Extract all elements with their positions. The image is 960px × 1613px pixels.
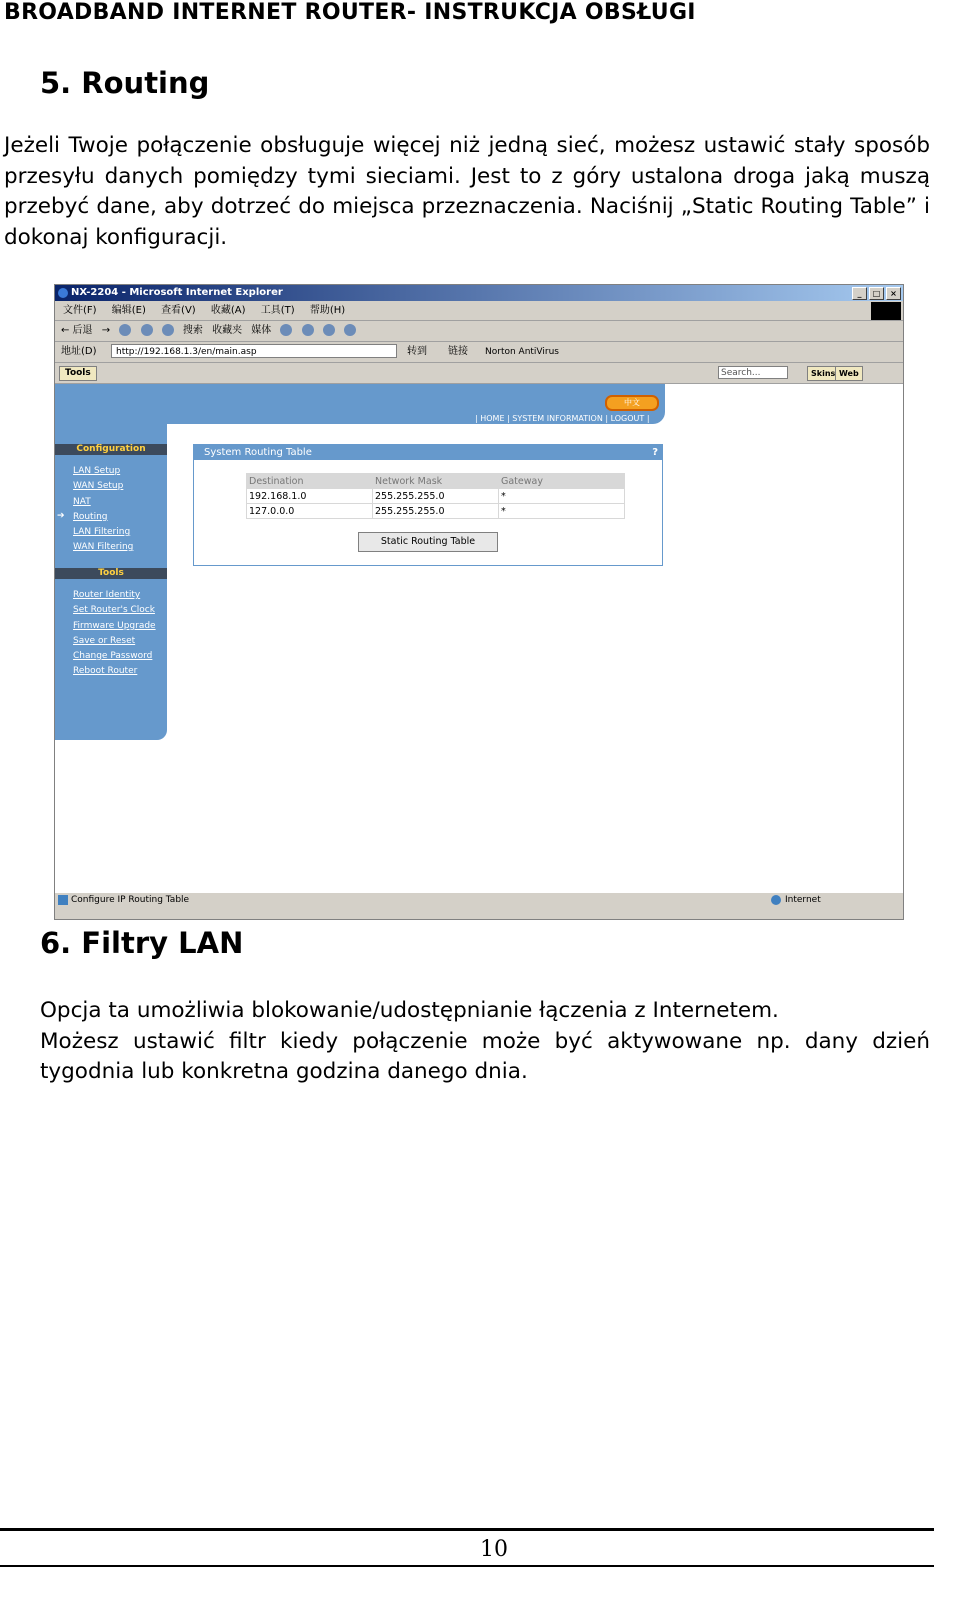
footer-rule [0, 1528, 934, 1531]
section-heading-routing: 5. Routing [40, 66, 210, 100]
norton-antivirus-button[interactable]: Norton AntiVirus [485, 347, 559, 357]
page-icon [58, 895, 68, 905]
section-heading-filtry-lan: 6. Filtry LAN [40, 926, 244, 960]
filtry-paragraph [40, 996, 930, 1088]
print-icon[interactable] [323, 324, 335, 336]
paragraph-line: Jeżeli Twoje połączenie obsługuje więcej niż jedną sieć, możesz ustawić stały sposób [4, 133, 930, 158]
toolbar-search-input[interactable]: Search... [718, 366, 788, 379]
search-toolbar [55, 363, 903, 385]
footer-rule-bottom [0, 1565, 934, 1567]
paragraph-line: tygodnia lub konkretna godzina danego dnia. [40, 1059, 528, 1084]
router-page-header [55, 384, 665, 424]
language-button[interactable]: 中文 [605, 395, 659, 411]
sidebar-heading-configuration: Configuration [55, 444, 167, 455]
history-icon[interactable] [280, 324, 292, 336]
paragraph-line: Możesz ustawić filtr kiedy połączenie może być aktywowane np. dany dzień [40, 1028, 930, 1054]
paragraph-line: dokonaj konfiguracji. [4, 224, 228, 250]
refresh-icon[interactable] [141, 324, 153, 336]
panel-title: System Routing Table [204, 447, 312, 458]
paragraph-line: przebyć dane, aby dotrzeć do miejsca przeznaczenia. Naciśnij „Static Routing Table” i [4, 194, 930, 219]
sidebar-heading-tools: Tools [55, 568, 167, 579]
routing-paragraph [4, 131, 930, 253]
web-button[interactable]: Web [835, 366, 863, 381]
go-button[interactable]: 转到 [407, 346, 427, 357]
minimize-button[interactable]: _ [852, 287, 867, 300]
menu-help[interactable]: 帮助(H) [309, 305, 346, 316]
stop-icon[interactable] [119, 324, 131, 336]
windows-logo-icon [871, 302, 901, 320]
links-button[interactable]: 链接 [448, 346, 468, 357]
table-row [247, 504, 625, 519]
sidebar-item-wan-filtering[interactable]: WAN Filtering [73, 542, 134, 552]
close-button[interactable]: × [886, 287, 901, 300]
sidebar-item-lan-filtering[interactable]: LAN Filtering [73, 527, 131, 537]
router-sidebar [55, 424, 167, 740]
internet-zone-icon [771, 895, 781, 905]
sidebar-item-lan-setup[interactable]: LAN Setup [73, 466, 121, 476]
sidebar-item-reboot-router[interactable]: Reboot Router [73, 666, 138, 676]
menu-edit[interactable]: 编辑(E) [111, 305, 146, 316]
browser-toolbar [55, 321, 903, 342]
column-header: Gateway [499, 474, 625, 489]
help-icon[interactable]: ? [652, 447, 658, 458]
table-row [247, 489, 625, 504]
table-cell: 255.255.255.0 [373, 489, 499, 504]
window-title: NX-2204 - Microsoft Internet Explorer [71, 287, 283, 298]
menu-bar [55, 301, 903, 321]
static-routing-table-button[interactable]: Static Routing Table [358, 532, 498, 552]
document-header: BROADBAND INTERNET ROUTER- INSTRUKCJA OBSŁUGI [4, 0, 696, 25]
address-input[interactable]: http://192.168.1.3/en/main.asp [111, 344, 397, 358]
sidebar-item-save-reset[interactable]: Save or Reset [73, 636, 136, 646]
address-label: 地址(D) [61, 346, 97, 357]
sidebar-item-firmware-upgrade[interactable]: Firmware Upgrade [73, 621, 156, 631]
window-titlebar [55, 285, 903, 301]
address-bar [55, 342, 903, 363]
home-icon[interactable] [162, 324, 174, 336]
favorites-button[interactable]: 收藏夹 [212, 325, 243, 336]
sidebar-item-router-identity[interactable]: Router Identity [73, 590, 141, 600]
skins-button[interactable]: Skins [807, 366, 839, 381]
table-cell: * [499, 489, 625, 504]
column-header: Network Mask [373, 474, 499, 489]
top-nav-links[interactable]: | HOME | SYSTEM INFORMATION | LOGOUT | [475, 414, 650, 423]
maximize-button[interactable]: □ [869, 287, 884, 300]
panel-header [194, 445, 662, 460]
edit-icon[interactable] [344, 324, 356, 336]
back-button[interactable]: ← 后退 [61, 325, 93, 336]
media-button[interactable]: 媒体 [251, 325, 272, 336]
menu-tools[interactable]: 工具(T) [260, 305, 295, 316]
current-page-arrow-icon: ➔ [57, 511, 65, 521]
table-cell: 192.168.1.0 [247, 489, 373, 504]
paragraph-line: przesyłu danych pomiędzy tymi sieciami. Jest to z góry ustalona droga jaką muszą [4, 163, 930, 189]
zone-text: Internet [785, 895, 821, 905]
sidebar-item-change-password[interactable]: Change Password [73, 651, 153, 661]
sidebar-item-wan-setup[interactable]: WAN Setup [73, 481, 124, 491]
ie-icon [58, 288, 68, 298]
search-button[interactable]: 搜索 [182, 325, 203, 336]
paragraph-line: Opcja ta umożliwia blokowanie/udostępnianie łączenia z Internetem. [40, 998, 779, 1023]
routing-table-panel [193, 444, 663, 566]
table-header-row [247, 474, 625, 489]
menu-file[interactable]: 文件(F) [63, 305, 97, 316]
forward-button[interactable]: → [101, 325, 111, 336]
table-cell: * [499, 504, 625, 519]
sidebar-item-nat[interactable]: NAT [73, 497, 91, 507]
page-number: 10 [480, 1537, 508, 1562]
tools-button[interactable]: Tools [59, 366, 97, 381]
table-cell: 255.255.255.0 [373, 504, 499, 519]
menu-favorites[interactable]: 收藏(A) [210, 305, 246, 316]
column-header: Destination [247, 474, 373, 489]
routing-table [246, 473, 625, 519]
mail-icon[interactable] [302, 324, 314, 336]
browser-screenshot [54, 284, 904, 920]
menu-view[interactable]: 查看(V) [161, 305, 196, 316]
status-bar [55, 892, 903, 907]
table-cell: 127.0.0.0 [247, 504, 373, 519]
sidebar-item-set-clock[interactable]: Set Router's Clock [73, 605, 155, 615]
status-text: Configure IP Routing Table [71, 895, 190, 905]
router-web-page [55, 384, 903, 892]
sidebar-item-routing[interactable]: Routing [73, 512, 108, 522]
window-buttons [852, 287, 901, 300]
